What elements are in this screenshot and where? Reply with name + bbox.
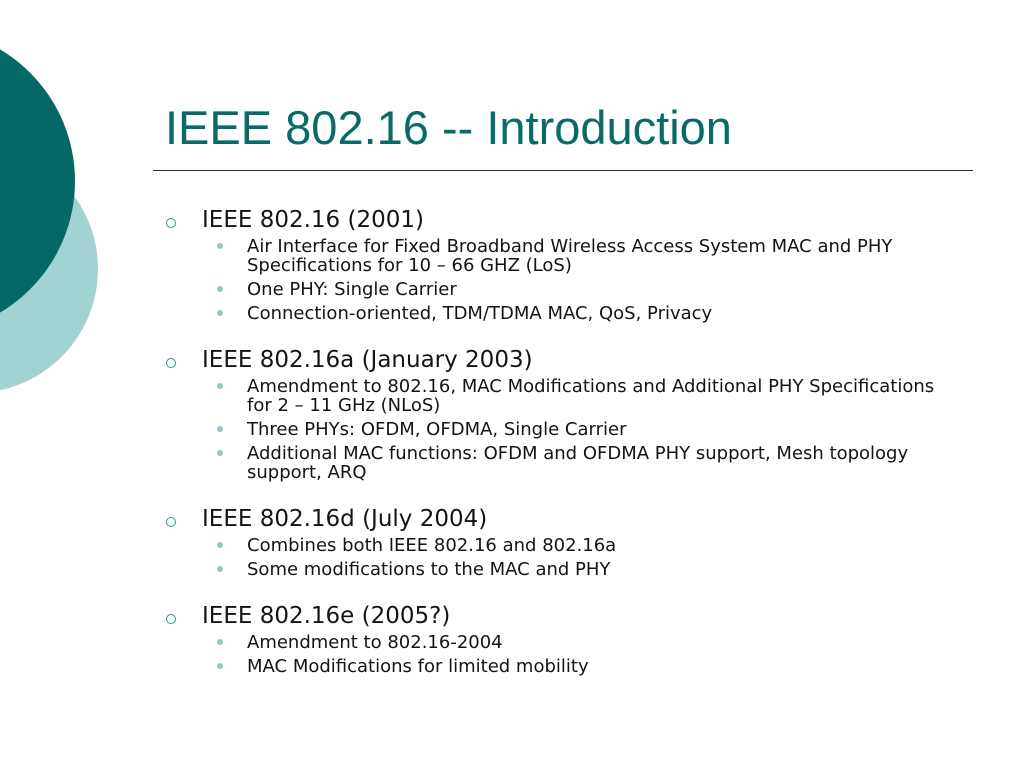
filled-dot-icon bbox=[217, 426, 223, 432]
bullet-text: Connection-oriented, TDM/TDMA MAC, QoS, Privacy bbox=[247, 303, 713, 324]
bullet-list bbox=[160, 237, 950, 323]
filled-dot-icon bbox=[217, 286, 223, 292]
bullet-item bbox=[247, 237, 950, 275]
slide-content bbox=[160, 205, 950, 698]
hollow-circle-icon bbox=[166, 614, 176, 624]
hollow-circle-icon bbox=[166, 517, 176, 527]
section-802-16d bbox=[160, 504, 950, 579]
bullet-text: Combines both IEEE 802.16 and 802.16a bbox=[247, 535, 617, 556]
bullet-text: Additional MAC functions: OFDM and OFDMA PHY support, Mesh topology support, ARQ bbox=[247, 443, 909, 483]
bullet-list bbox=[160, 377, 950, 482]
bullet-list bbox=[160, 536, 950, 579]
bullet-item bbox=[247, 536, 950, 555]
bullet-item bbox=[247, 444, 950, 482]
bullet-text: Air Interface for Fixed Broadband Wireless Access System MAC and PHY Specifications for 10 – 66 GHZ (LoS) bbox=[247, 236, 893, 276]
filled-dot-icon bbox=[217, 663, 223, 669]
section-heading: IEEE 802.16d (July 2004) bbox=[202, 506, 488, 532]
bullet-text: Amendment to 802.16, MAC Modifications and Additional PHY Specifications for 2 – 11 GHz (NLoS) bbox=[247, 376, 935, 416]
filled-dot-icon bbox=[217, 310, 223, 316]
section-heading-row bbox=[160, 504, 950, 534]
filled-dot-icon bbox=[217, 639, 223, 645]
bullet-item bbox=[247, 280, 950, 299]
section-802-16 bbox=[160, 205, 950, 323]
section-heading: IEEE 802.16e (2005?) bbox=[202, 603, 451, 629]
filled-dot-icon bbox=[217, 450, 223, 456]
title-divider bbox=[153, 170, 973, 171]
filled-dot-icon bbox=[217, 243, 223, 249]
section-802-16a bbox=[160, 345, 950, 482]
bullet-item bbox=[247, 377, 950, 415]
bullet-item bbox=[247, 304, 950, 323]
bullet-text: MAC Modifications for limited mobility bbox=[247, 656, 589, 677]
slide-title: IEEE 802.16 -- Introduction bbox=[165, 101, 732, 154]
filled-dot-icon bbox=[217, 542, 223, 548]
bullet-text: Some modifications to the MAC and PHY bbox=[247, 559, 611, 580]
section-heading-row bbox=[160, 205, 950, 235]
bullet-text: Amendment to 802.16-2004 bbox=[247, 632, 503, 653]
section-heading: IEEE 802.16a (January 2003) bbox=[202, 347, 533, 373]
hollow-circle-icon bbox=[166, 218, 176, 228]
bullet-item bbox=[247, 560, 950, 579]
filled-dot-icon bbox=[217, 566, 223, 572]
hollow-circle-icon bbox=[166, 358, 176, 368]
bullet-item bbox=[247, 420, 950, 439]
filled-dot-icon bbox=[217, 383, 223, 389]
bullet-item bbox=[247, 633, 950, 652]
section-802-16e bbox=[160, 601, 950, 676]
section-heading-row bbox=[160, 601, 950, 631]
bullet-text: Three PHYs: OFDM, OFDMA, Single Carrier bbox=[247, 419, 627, 440]
bullet-list bbox=[160, 633, 950, 676]
section-heading-row bbox=[160, 345, 950, 375]
section-heading: IEEE 802.16 (2001) bbox=[202, 207, 424, 233]
bullet-item bbox=[247, 657, 950, 676]
bullet-text: One PHY: Single Carrier bbox=[247, 279, 457, 300]
